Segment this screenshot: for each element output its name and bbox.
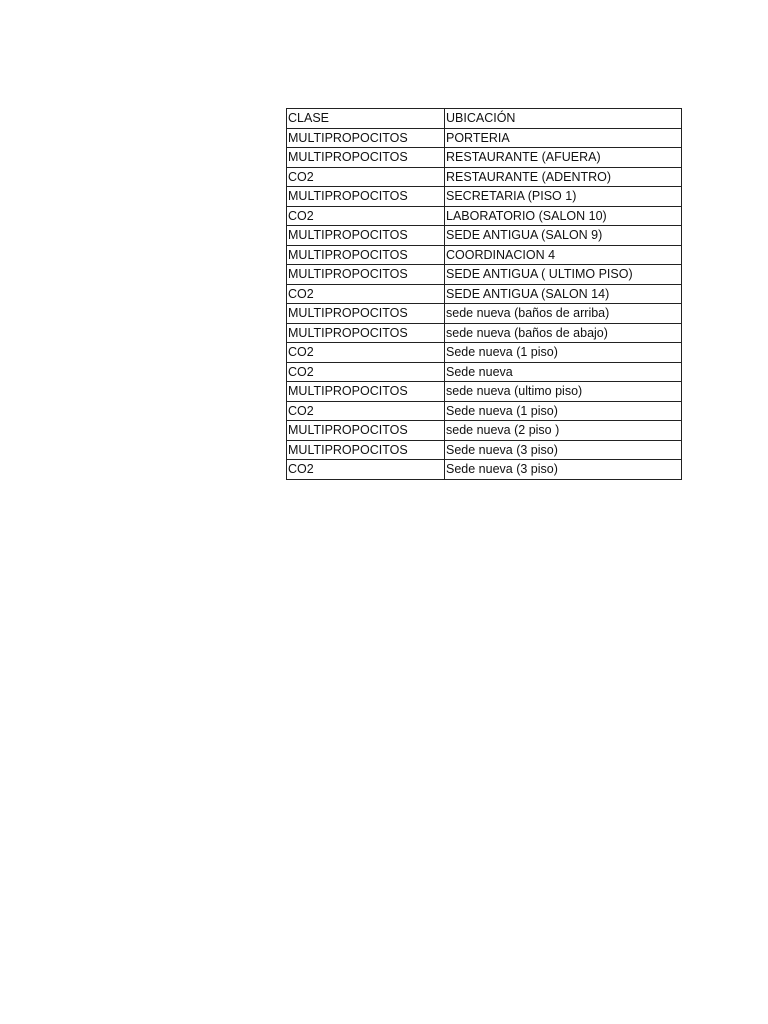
table-row <box>287 148 682 168</box>
cell-ubicacion: Sede nueva (3 piso) <box>445 460 682 480</box>
cell-clase: CO2 <box>287 284 445 304</box>
cell-ubicacion: COORDINACION 4 <box>445 245 682 265</box>
cell-clase: CO2 <box>287 362 445 382</box>
table-row <box>287 440 682 460</box>
table-body <box>287 109 682 480</box>
cell-clase: MULTIPROPOCITOS <box>287 187 445 207</box>
table-header-row <box>287 109 682 129</box>
table-row <box>287 382 682 402</box>
table-row <box>287 206 682 226</box>
cell-clase: MULTIPROPOCITOS <box>287 265 445 285</box>
cell-clase: MULTIPROPOCITOS <box>287 148 445 168</box>
cell-clase: CO2 <box>287 401 445 421</box>
table-row <box>287 167 682 187</box>
cell-clase: MULTIPROPOCITOS <box>287 245 445 265</box>
cell-ubicacion: sede nueva (baños de abajo) <box>445 323 682 343</box>
cell-clase: MULTIPROPOCITOS <box>287 382 445 402</box>
cell-ubicacion: Sede nueva (1 piso) <box>445 343 682 363</box>
cell-clase: CO2 <box>287 167 445 187</box>
cell-ubicacion: SEDE ANTIGUA (SALON 9) <box>445 226 682 246</box>
table-row <box>287 343 682 363</box>
cell-ubicacion: SECRETARIA (PISO 1) <box>445 187 682 207</box>
extinguisher-table <box>286 108 682 480</box>
cell-clase: CO2 <box>287 206 445 226</box>
cell-clase: CO2 <box>287 460 445 480</box>
cell-ubicacion: Sede nueva (1 piso) <box>445 401 682 421</box>
table-row <box>287 421 682 441</box>
cell-ubicacion: sede nueva (ultimo piso) <box>445 382 682 402</box>
table-row <box>287 187 682 207</box>
table-row <box>287 265 682 285</box>
header-clase: CLASE <box>287 109 445 129</box>
cell-ubicacion: sede nueva (2 piso ) <box>445 421 682 441</box>
cell-clase: MULTIPROPOCITOS <box>287 421 445 441</box>
cell-clase: MULTIPROPOCITOS <box>287 440 445 460</box>
cell-clase: MULTIPROPOCITOS <box>287 323 445 343</box>
table-row <box>287 401 682 421</box>
header-ubicacion: UBICACIÓN <box>445 109 682 129</box>
table-row <box>287 460 682 480</box>
cell-ubicacion: RESTAURANTE (ADENTRO) <box>445 167 682 187</box>
cell-clase: MULTIPROPOCITOS <box>287 128 445 148</box>
cell-ubicacion: Sede nueva (3 piso) <box>445 440 682 460</box>
cell-clase: MULTIPROPOCITOS <box>287 304 445 324</box>
cell-ubicacion: sede nueva (baños de arriba) <box>445 304 682 324</box>
cell-clase: CO2 <box>287 343 445 363</box>
cell-ubicacion: Sede nueva <box>445 362 682 382</box>
table-row <box>287 284 682 304</box>
cell-ubicacion: PORTERIA <box>445 128 682 148</box>
table-row <box>287 362 682 382</box>
table-row <box>287 323 682 343</box>
table-row <box>287 245 682 265</box>
cell-ubicacion: SEDE ANTIGUA (SALON 14) <box>445 284 682 304</box>
cell-ubicacion: SEDE ANTIGUA ( ULTIMO PISO) <box>445 265 682 285</box>
cell-ubicacion: RESTAURANTE (AFUERA) <box>445 148 682 168</box>
cell-ubicacion: LABORATORIO (SALON 10) <box>445 206 682 226</box>
table-row <box>287 304 682 324</box>
cell-clase: MULTIPROPOCITOS <box>287 226 445 246</box>
table-row <box>287 226 682 246</box>
table-row <box>287 128 682 148</box>
